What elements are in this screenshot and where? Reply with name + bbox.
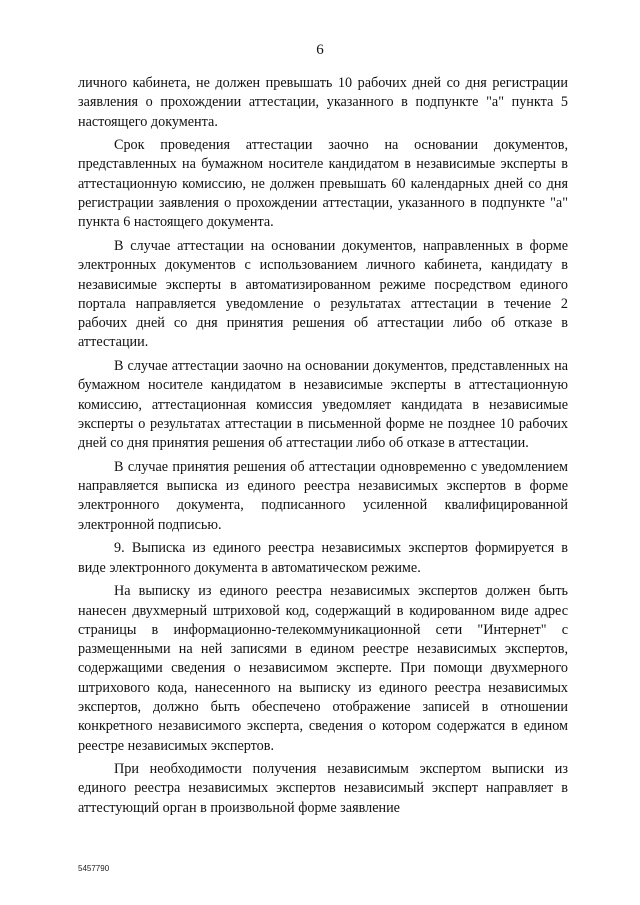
paragraph-continuation: личного кабинета, не должен превышать 10 рабочих дней со дня регистрации заявления о прохождении аттестации, указанного в подпункте "а" пункта 5 настоящего документа. xyxy=(78,75,568,130)
paragraph: При необходимости получения независимым экспертом выписки из единого реестра независимых экспертов независимый эксперт направляет в аттестующий орган в произвольной форме заявление xyxy=(78,761,568,816)
paragraph: В случае принятия решения об аттестации одновременно с уведомлением направляется выписка из единого реестра независимых экспертов в форме электронного документа, подписанного усиленной квалифицированной электронной подписью. xyxy=(78,458,568,533)
document-code: 5457790 xyxy=(78,864,110,873)
paragraph-item-9: 9. Выписка из единого реестра независимых экспертов формируется в виде электронного документа в автоматическом режиме. xyxy=(78,540,568,576)
paragraph: Срок проведения аттестации заочно на основании документов, представленных на бумажном носителе кандидатом в независимые эксперты в аттестационную комиссию, не должен превышать 60 календарных дней со дня регистрации заявления о прохождении аттестации, указанного в подпункте "а" пункта 6 настоящего документа. xyxy=(78,137,568,231)
document-body xyxy=(78,74,568,822)
paragraph: На выписку из единого реестра независимых экспертов должен быть нанесен двухмерный штриховой код, содержащий в кодированном виде адрес страницы в информационно-телекоммуникационной сети "Интернет" с размещенными на ней записями в едином реестре независимых экспертов, содержащими сведения о независимом эксперте. При помощи двухмерного штрихового кода, нанесенного на выписку из единого реестра независимых экспертов, должно быть обеспечено отображение записей в отношении конкретного независимого эксперта, сведения о котором содержатся в едином реестре независимых экспертов. xyxy=(78,583,568,754)
paragraph: В случае аттестации на основании документов, направленных в форме электронных документов с использованием личного кабинета, кандидату в независимые эксперты в автоматизированном режиме посредством единого портала направляется уведомление о результатах аттестации в течение 2 рабочих дней со дня принятия решения об аттестации либо об отказе в аттестации. xyxy=(78,237,568,351)
paragraph: В случае аттестации заочно на основании документов, представленных на бумажном носителе кандидатом в независимые эксперты в аттестационную комиссию, аттестационная комиссия уведомляет кандидата в независимые эксперты о результатах аттестации в письменной форме не позднее 10 рабочих дней со дня принятия решения об аттестации либо об отказе в аттестации. xyxy=(78,358,568,452)
page-number: 6 xyxy=(316,42,324,58)
